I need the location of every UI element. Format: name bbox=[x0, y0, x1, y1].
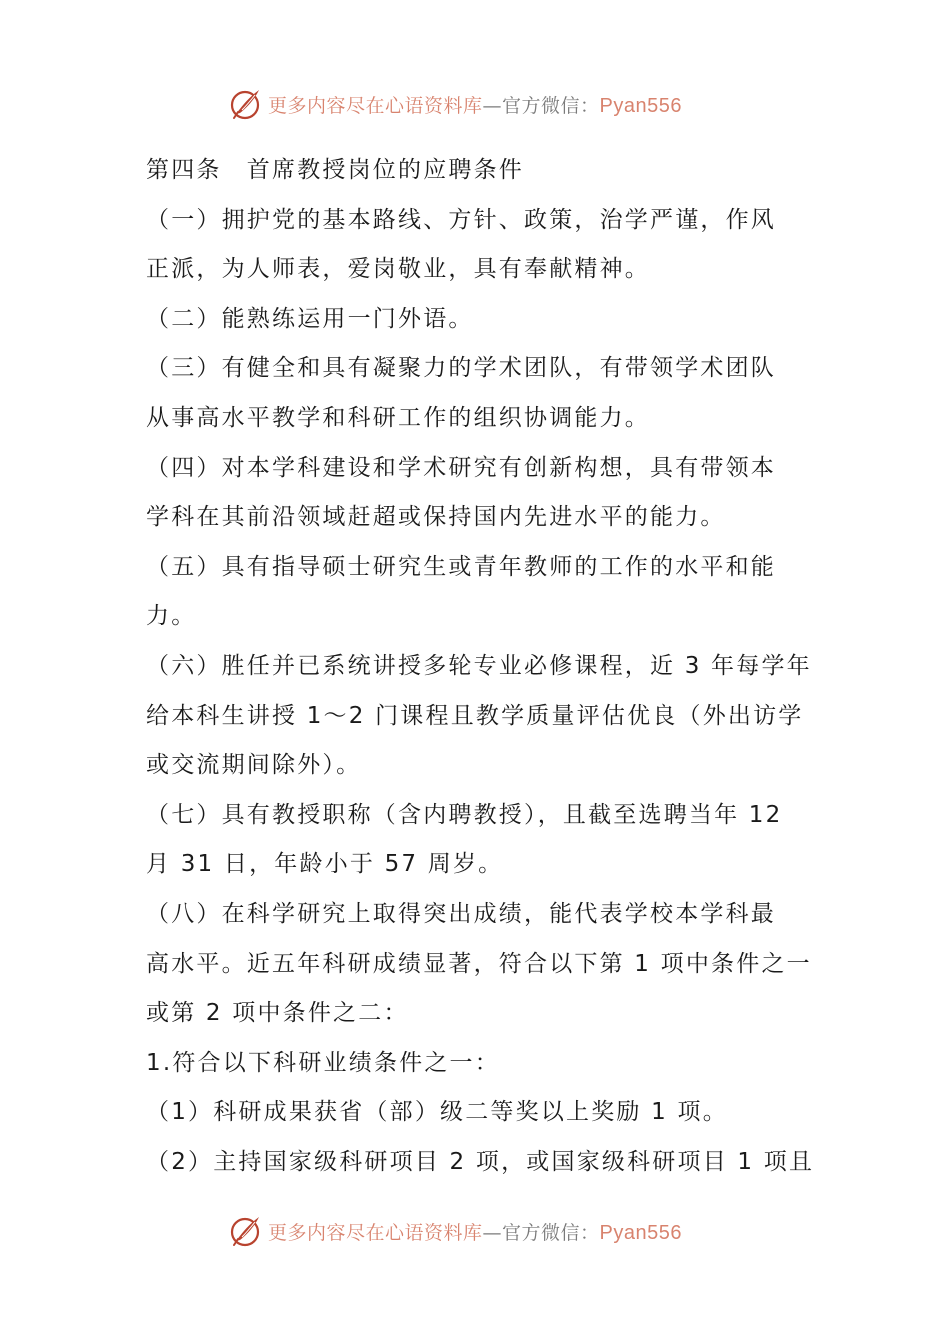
watermark-text bbox=[268, 1218, 682, 1245]
text-line: 学科在其前沿领域赶超或保持国内先进水平的能力。 bbox=[146, 504, 726, 531]
text-line: （1）科研成果获省（部）级二等奖以上奖励 1 项。 bbox=[146, 1099, 728, 1126]
text-line: （2）主持国家级科研项目 2 项，或国家级科研项目 1 项且 bbox=[146, 1148, 815, 1175]
text-line: （六）胜任并已系统讲授多轮专业必修课程，近 3 年每学年 bbox=[146, 652, 812, 679]
text-line: （五）具有指导硕士研究生或青年教师的工作的水平和能 bbox=[146, 553, 776, 580]
quill-pen-logo-icon bbox=[228, 1213, 264, 1249]
text-line: （四）对本学科建设和学术研究有创新构想，具有带领本 bbox=[146, 454, 776, 481]
text-line: 力。 bbox=[146, 603, 197, 630]
watermark-separator: — bbox=[482, 94, 503, 117]
text-line: （三）有健全和具有凝聚力的学术团队，有带领学术团队 bbox=[146, 355, 776, 382]
text-line: 给本科生讲授 1～2 门课程且教学质量评估优良（外出访学 bbox=[146, 702, 804, 729]
watermark-wechat-id: Pyan556 bbox=[599, 1221, 682, 1244]
text-line: 高水平。近五年科研成绩显著，符合以下第 1 项中条件之一 bbox=[146, 950, 812, 977]
watermark-footer bbox=[228, 1211, 682, 1251]
text-line: （七）具有教授职称（含内聘教授），且截至选聘当年 12 bbox=[146, 801, 783, 828]
text-line: 或第 2 项中条件之二： bbox=[146, 1000, 409, 1027]
text-line: 或交流期间除外）。 bbox=[146, 752, 362, 779]
text-line: （一）拥护党的基本路线、方针、政策，治学严谨，作风 bbox=[146, 206, 776, 233]
document-body bbox=[146, 146, 815, 1187]
text-line: （二）能熟练运用一门外语。 bbox=[146, 305, 474, 332]
watermark-label: 官方微信： bbox=[502, 94, 600, 117]
watermark-separator: — bbox=[482, 1221, 503, 1244]
watermark-label: 官方微信： bbox=[502, 1221, 600, 1244]
quill-pen-logo-icon bbox=[228, 86, 264, 122]
text-line: 正派，为人师表，爱岗敬业，具有奉献精神。 bbox=[146, 256, 650, 283]
text-line: 从事高水平教学和科研工作的组织协调能力。 bbox=[146, 404, 650, 431]
text-line: 1.符合以下科研业绩条件之一： bbox=[146, 1049, 500, 1076]
watermark-header bbox=[228, 84, 682, 124]
article-heading: 第四条 首席教授岗位的应聘条件 bbox=[146, 157, 524, 183]
watermark-text bbox=[268, 91, 682, 118]
text-line: （八）在科学研究上取得突出成绩，能代表学校本学科最 bbox=[146, 900, 776, 927]
text-line: 月 31 日，年龄小于 57 周岁。 bbox=[146, 851, 504, 878]
watermark-brand: 更多内容尽在心语资料库 bbox=[268, 94, 483, 117]
watermark-brand: 更多内容尽在心语资料库 bbox=[268, 1221, 483, 1244]
watermark-wechat-id: Pyan556 bbox=[599, 94, 682, 117]
